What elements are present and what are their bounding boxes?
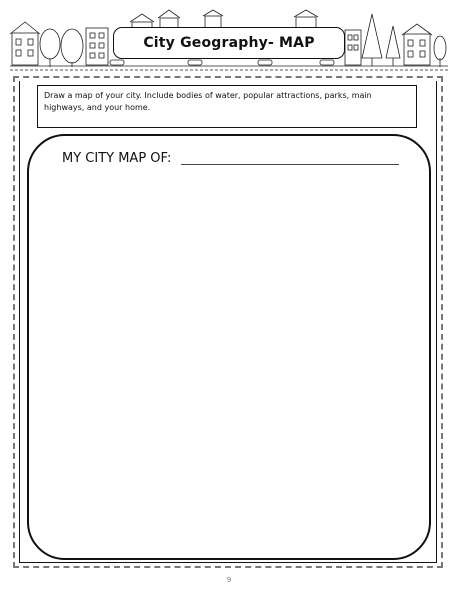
page-title: City Geography- MAP [143, 35, 315, 51]
title-banner [113, 27, 345, 59]
page-number: 9 [226, 576, 232, 584]
instructions-box [37, 85, 417, 128]
instructions-text: Draw a map of your city. Include bodies of water, popular attractions, parks, main highways, and your home. [44, 91, 372, 112]
map-title-label: MY CITY MAP OF: [62, 151, 172, 166]
city-name-blank-line[interactable] [181, 164, 399, 165]
map-drawing-area[interactable] [27, 134, 431, 560]
